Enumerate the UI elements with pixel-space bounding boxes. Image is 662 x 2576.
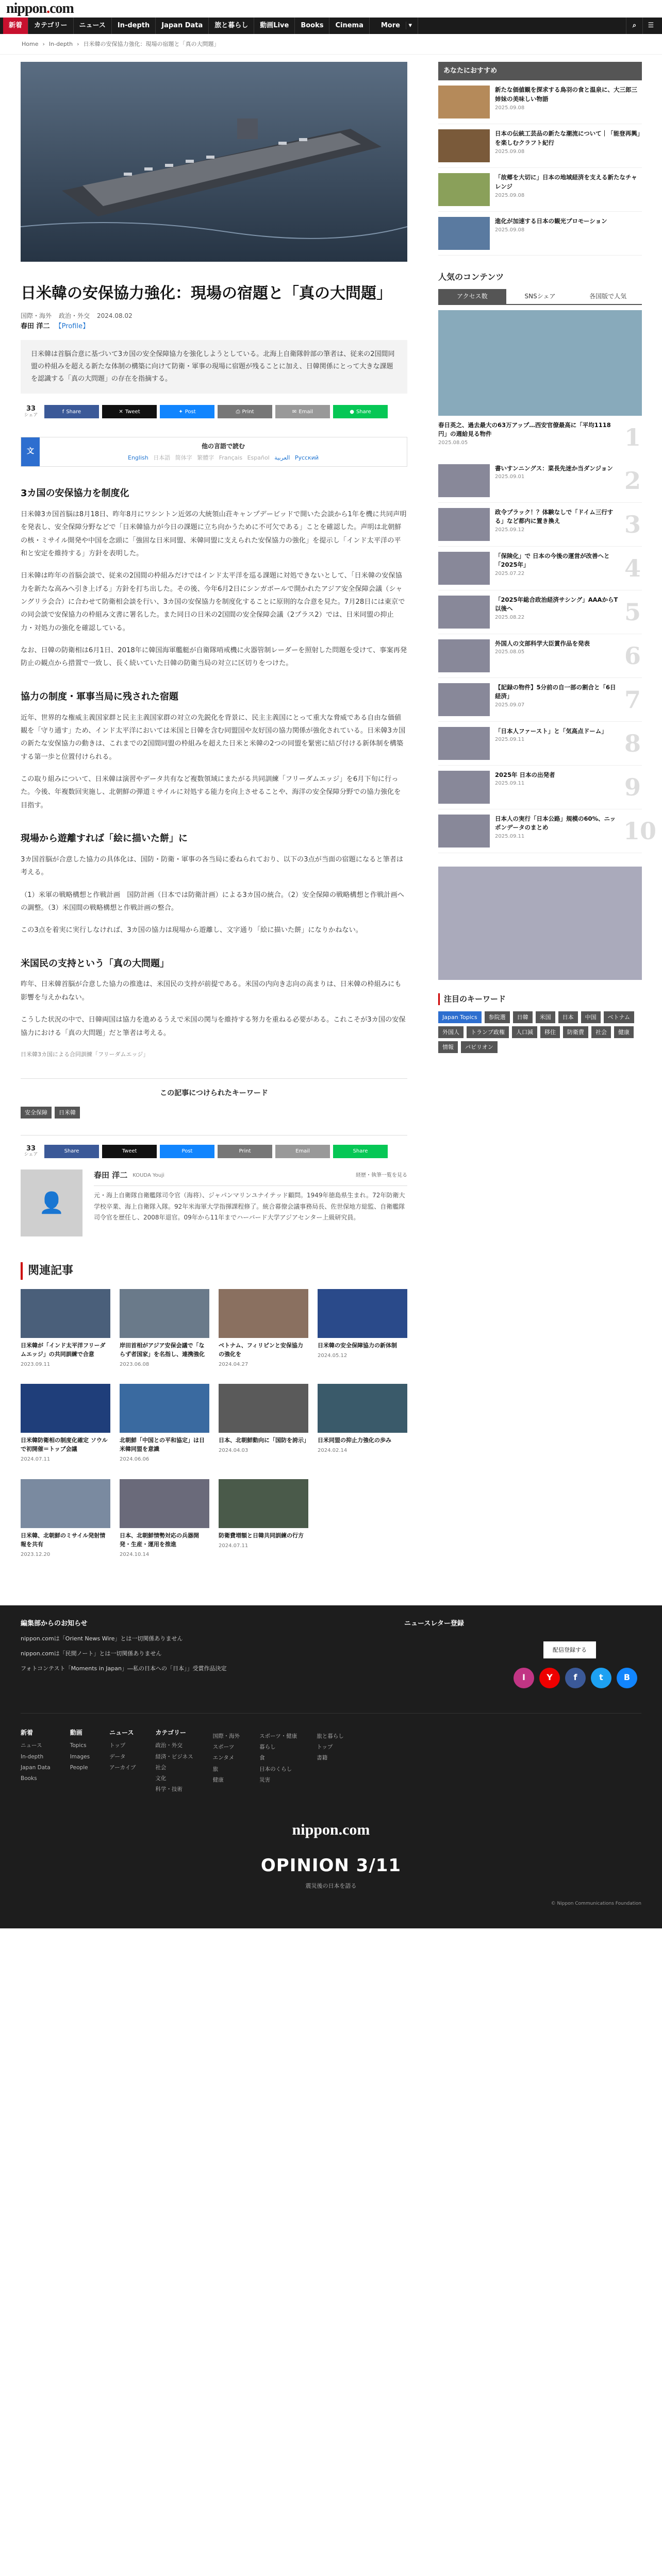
rank-number: 10 xyxy=(623,817,657,845)
nav-item-books[interactable]: Books xyxy=(295,18,329,34)
rank-number: 6 xyxy=(624,641,641,670)
related-card[interactable]: ベトナム、フィリピンと安保協力の強化を 2024.04.27 xyxy=(219,1289,308,1369)
footer-link[interactable]: 暮らし xyxy=(259,1744,276,1751)
rank-number: 7 xyxy=(624,685,641,714)
keyword-tag[interactable]: 安全保障 xyxy=(21,1107,52,1118)
author-more-link[interactable]: 経歴・執筆一覧を見る xyxy=(356,1172,407,1178)
translate-icon: 文 xyxy=(21,437,40,466)
search-icon[interactable]: ⌕ xyxy=(626,18,642,34)
related-card[interactable]: 日米韓防衛相の制度化確定 ソウルで初開催＝トップ会議 2024.07.11 xyxy=(21,1384,110,1464)
youtube-icon[interactable]: Y xyxy=(539,1668,560,1688)
main-nav xyxy=(0,18,662,34)
footer-link[interactable]: 災害 xyxy=(259,1776,271,1783)
breadcrumb-current: 日米韓の安保協力強化：現場の宿題と「真の大問題」 xyxy=(83,40,220,47)
popular-thumbnail xyxy=(438,464,490,497)
related-card[interactable]: 防衛費増額と日韓共同訓練の行方 2024.07.11 xyxy=(219,1479,308,1559)
tab-access[interactable]: アクセス数 xyxy=(438,289,506,304)
footer-link[interactable]: People xyxy=(70,1764,88,1771)
section-heading: 協力の制度・軍事当局に残された宿題 xyxy=(21,691,178,702)
paragraph: この3点を着実に実行しなければ、3カ国の協力は現場から遊離し、文字通り「絵に描いた餅」になりかねない。 xyxy=(21,926,362,935)
related-card[interactable]: 岸田首相がアジア安保会議で「ならず者国家」を名指し、連携強化 2023.06.08 xyxy=(120,1289,209,1369)
related-card[interactable]: 日米韓、北朝鮮のミサイル発射情報を共有 2023.12.20 xyxy=(21,1479,110,1559)
breadcrumb-section[interactable]: In-depth xyxy=(48,40,73,47)
paragraph: 日米韓は昨年の首脳会談で、従来の2国間の枠組みだけではインド太平洋を巡る課題に対処できないとして、「日米韓の安保協力を新たな高みへ引き上げる」方針を打ち出した。その後、今年6月2日にシンガポールで開かれたアジア安全保障会議（シャングリラ会合）に合わせて防衛相会談を行い、3カ国の安保協力を制度化することに原則的な合意を見た。7月28日には東京での同会談で安保協力の枠組み文書に署名した。また同日の日米の2国間の安全保障会議（2プラス2）では、日米同盟の抑止力・対処力の強化を確認している。 xyxy=(21,572,405,632)
keyword-chip[interactable]: パビリオン xyxy=(461,1041,498,1053)
related-thumbnail xyxy=(120,1384,209,1433)
author-name[interactable]: 春田 洋二 xyxy=(21,323,50,331)
rank-number: 5 xyxy=(624,598,641,626)
article-meta xyxy=(21,311,407,321)
rank-number: 3 xyxy=(624,510,641,538)
other-languages xyxy=(21,437,407,467)
footer-link[interactable]: アーカイブ xyxy=(109,1764,136,1771)
rank-number: 8 xyxy=(624,729,641,757)
lang-spanish: Español xyxy=(247,454,270,461)
share-count: 33 シェア xyxy=(24,1144,38,1157)
recommend-thumbnail xyxy=(438,129,490,162)
menu-icon[interactable]: ☰ xyxy=(642,18,659,34)
mail-icon: ✉ xyxy=(292,409,297,415)
footer-link[interactable]: 旅 xyxy=(212,1766,219,1772)
keyword-chip[interactable]: 参院選 xyxy=(485,1011,510,1023)
footer-link[interactable]: ニュース xyxy=(21,1742,42,1749)
footer-link[interactable]: Topics xyxy=(70,1742,87,1749)
footer-link[interactable]: 書籍 xyxy=(317,1755,328,1761)
publish-date: 2024.08.02 xyxy=(97,312,133,319)
article-main xyxy=(21,62,407,1559)
related-card[interactable]: 北朝鮮「中国との平和協定」は日米韓同盟を意識 2024.06.06 xyxy=(120,1384,209,1464)
keyword-tags xyxy=(21,1107,407,1118)
footer-link[interactable]: Images xyxy=(70,1753,90,1760)
header xyxy=(0,0,662,18)
rank-number: 4 xyxy=(624,554,641,582)
print-button[interactable]: ⎙ Print xyxy=(218,405,272,418)
keyword-chip[interactable]: Japan Topics xyxy=(438,1011,482,1023)
keyword-chip[interactable]: 健康 xyxy=(614,1026,634,1038)
nav-item-video[interactable]: 動画Live xyxy=(254,18,295,34)
paragraph: 昨年、日米韓首脳が合意した協力の推進は、米国民の支持が前提である。米国の内向き志向の高まりは、日米韓の枠組みにも影響を与えかねない。 xyxy=(21,980,402,1002)
author-avatar: 👤 xyxy=(21,1170,82,1236)
keyword-chip[interactable]: 日韓 xyxy=(513,1011,533,1023)
x-tweet-button[interactable]: Tweet xyxy=(102,1145,157,1158)
popular-title: 人気のコンテンツ xyxy=(438,272,504,282)
related-thumbnail xyxy=(120,1289,209,1338)
footer-link[interactable]: 科学・技術 xyxy=(155,1786,183,1793)
email-button[interactable]: ✉ Email xyxy=(275,405,330,418)
keyword-chip[interactable]: 移住 xyxy=(540,1026,560,1038)
nav-item-travel[interactable]: 旅と暮らし xyxy=(209,18,254,34)
recommend-item[interactable]: 日本の伝統工芸品の新たな潮流について｜「能登再興」を楽しむクラフト紀行 2025.09.08 xyxy=(438,124,642,168)
footer-link[interactable]: スポーツ・健康 xyxy=(259,1733,297,1739)
newsletter-title: ニュースレター登録 xyxy=(404,1619,464,1628)
x-icon: ✕ xyxy=(119,409,123,415)
nav-item-news[interactable]: ニュース xyxy=(74,18,112,34)
recommend-title: あなたにおすすめ xyxy=(438,62,642,80)
paragraph: 近年、世界的な権威主義国家群と民主主義国家群の対立の先鋭化を背景に、民主主義国にとって重大な脅威である自由な価値観を「守り通す」ため、インド太平洋においては米国と日韓を含む同盟国や友好国の協力関係が強化されている。日米韓3カ国の新たな安保協力の動きは、これまでの2国間同盟の枠組みを超えた日米と米韓の2つの同盟を緊密に結び付ける新体制を構築する第一歩と位置付けられる。 xyxy=(21,714,406,761)
popular-thumbnail xyxy=(438,683,490,716)
lang-french: Français xyxy=(219,454,243,461)
chevron-right-icon: › xyxy=(42,40,45,47)
popular-item[interactable]: 外国人の文部科学大臣賞作品を発表 2025.08.05 6 xyxy=(438,634,642,678)
author-box xyxy=(21,1135,407,1236)
related-grid xyxy=(21,1289,407,1559)
nav-spacer xyxy=(418,18,626,34)
footer-link[interactable]: 食 xyxy=(259,1755,265,1761)
paragraph: こうした状況の中で、日韓両国は協力を進めるうえで米国の関与を維持する努力を重ねる必要がある。これこそが3カ国の安保協力における「真の大問題」だと筆者は考える。 xyxy=(21,1016,406,1037)
keyword-title: 注目のキーワード xyxy=(438,993,642,1005)
newsletter-signup-button[interactable]: 配信登録する xyxy=(543,1641,596,1658)
related-thumbnail xyxy=(219,1289,308,1338)
popular-item[interactable]: 「保険化」で 日本の今後の運営が改善へと「2025年」 2025.07.22 4 xyxy=(438,547,642,590)
popular-item[interactable]: 日本人の実行「日本公路」規模の60%、ニッポンデータのまとめ 2025.09.11 10 xyxy=(438,809,642,853)
related-title: 関連記事 xyxy=(21,1262,407,1280)
related-card[interactable]: 日米韓の安全保障協力の新体制 2024.05.12 xyxy=(318,1289,407,1369)
lang-japanese: 日本語 xyxy=(153,454,171,461)
rank-number: 1 xyxy=(624,423,641,451)
page-title: 日米韓の安保協力強化：現場の宿題と「真の大問題」 xyxy=(21,284,392,302)
author-box-kana: KOUDA Youji xyxy=(133,1172,164,1178)
recommend-item[interactable]: 新たな価値観を探求する鳥羽の食と温泉に、大三郎三姉妹の美味しい物語 2025.09.08 xyxy=(438,80,642,124)
related-thumbnail xyxy=(318,1384,407,1433)
related-thumbnail xyxy=(219,1384,308,1433)
footer-link[interactable]: トップ xyxy=(109,1742,126,1749)
footer-sitemap: 新着 ニュース In-depth Japan Data Books 動画 Topics Images People ニュース トップ データ アーカイブ カテゴリー 政治・外交 経済・ビジネス 社会 文化 科学・技術 国際・海外 スポーツ エンタメ 旅 健康 スポーツ・健康 暮らし 食 日本のくらし 災害 旅と暮らし トップ 書籍 xyxy=(21,1713,641,1797)
keyword-chip[interactable]: 中国 xyxy=(581,1011,601,1023)
nav-item-japan-data[interactable]: Japan Data xyxy=(156,18,209,34)
popular-item[interactable]: 書いすンニングス：菜長先迷か当ダンジョン 2025.09.01 2 xyxy=(438,459,642,503)
photo-caption: 日米韓3カ国による合同訓練「フリーダムエッジ」 xyxy=(21,1050,149,1058)
section-heading: 現場から遊離すれば「絵に描いた餅」に xyxy=(21,833,188,844)
section-heading: 米国民の支持という「真の大問題」 xyxy=(21,958,169,969)
social-links xyxy=(514,1668,641,1688)
popular-thumbnail xyxy=(438,552,490,585)
share-bar-bottom xyxy=(21,1145,407,1158)
popular-item[interactable]: 「日本人ファースト」と「気高点ドーム」 2025.09.11 8 xyxy=(438,722,642,766)
footer xyxy=(0,1605,662,1928)
keyword-chip[interactable]: 社会 xyxy=(591,1026,611,1038)
footer-link[interactable]: Books xyxy=(21,1775,37,1782)
facebook-share-button[interactable]: Share xyxy=(44,1145,99,1158)
footer-link[interactable]: 健康 xyxy=(212,1776,224,1783)
bluesky-post-button[interactable]: Post xyxy=(160,1145,214,1158)
line-icon: ● xyxy=(350,409,354,415)
footer-link[interactable]: 日本のくらし xyxy=(259,1766,292,1772)
sidebar-banner[interactable] xyxy=(438,867,642,980)
x-tweet-button[interactable]: ✕ Tweet xyxy=(102,405,157,418)
popular-thumbnail xyxy=(438,727,490,760)
popular-tabs xyxy=(438,289,642,305)
related-thumbnail xyxy=(21,1384,110,1433)
lang-english[interactable]: English xyxy=(128,454,148,461)
category-link[interactable]: 国際・海外 xyxy=(21,312,52,319)
copyright: © Nippon Communications Foundation xyxy=(551,1901,641,1906)
keyword-chip[interactable]: 日本 xyxy=(558,1011,578,1023)
footer-link[interactable]: Japan Data xyxy=(21,1764,51,1771)
topic-link[interactable]: 政治・外交 xyxy=(59,312,90,319)
section-heading: 3カ国の安保協力を制度化 xyxy=(21,488,129,499)
recommend-thumbnail xyxy=(438,173,490,206)
nav-item-in-depth[interactable]: In-depth xyxy=(112,18,156,34)
keywords-title: この記事につけられたキーワード xyxy=(21,1078,407,1099)
author-profile-link[interactable]: 【Profile】 xyxy=(55,323,90,331)
keyword-chip[interactable]: 防衛費 xyxy=(563,1026,588,1038)
related-card[interactable]: 日本、北朝鮮動向に「国防を誇示」 2024.04.03 xyxy=(219,1384,308,1464)
popular-item[interactable]: 春日英之、過去最大の63万アップ…西安官僚最高に「平均1118円」の週給見る物件 2025.08.05 1 xyxy=(438,416,642,459)
tab-international[interactable]: 各国版で人気 xyxy=(589,292,627,300)
popular-top-image xyxy=(438,310,642,416)
byline xyxy=(21,321,407,332)
bluesky-icon: ✦ xyxy=(178,409,183,415)
keyword-chip[interactable]: ベトナム xyxy=(604,1011,634,1023)
related-thumbnail xyxy=(120,1479,209,1528)
facebook-icon: f xyxy=(62,409,64,415)
recommend-item[interactable]: 進化が加速する日本の観光プロモーション 2025.09.08 xyxy=(438,212,642,256)
popular-thumbnail xyxy=(438,771,490,804)
share-count: 33 シェア xyxy=(24,405,38,418)
hero-photo-aircraft-carrier xyxy=(21,62,407,262)
nav-item-new[interactable]: 新着 xyxy=(3,18,28,34)
footer-link[interactable]: In-depth xyxy=(21,1753,44,1760)
author-bio: 元・海上自衛隊自衛艦隊司令官（海将）、ジャパンマリンユナイテッド顧問。1949年徳島県生まれ。72年防衛大学校卒業、海上自衛隊入隊。92年米海軍大学指揮課程修了。統合幕僚会議事務局長、佐世保地方総監、自衛艦隊司令官を歴任し、2008年退官。09年から11年までハーバード大学アジアセンター上級研究員。 xyxy=(94,1191,405,1222)
article-lead: 日米韓は首脳合意に基づいて3カ国の安全保障協力を強化しようとしている。北海上自衛隊幹部の筆者は、従来の2国間同盟の枠組みを超える新たな体制の構築に向けて防衛・軍事の現場に宿題が残ることに加え、日韓関係にとって大きな課題を認識する「真の大問題」の存在を指摘する。 xyxy=(21,340,407,394)
popular-item[interactable]: 政令プラック！？体験なしで「ドイム三行する」など都内に置き換え 2025.09.12 3 xyxy=(438,503,642,547)
chevron-right-icon: › xyxy=(77,40,79,47)
lang-arabic[interactable]: العربية xyxy=(274,454,290,461)
email-button[interactable]: Email xyxy=(275,1145,330,1158)
related-card[interactable]: 日米同盟の抑止力強化の歩み 2024.02.14 xyxy=(318,1384,407,1464)
footer-link[interactable]: 政治・外交 xyxy=(155,1742,183,1749)
footer-link[interactable]: 社会 xyxy=(155,1764,167,1771)
tab-sns[interactable]: SNSシェア xyxy=(524,292,556,300)
related-thumbnail xyxy=(21,1479,110,1528)
footer-logo[interactable]: nippon.com xyxy=(292,1821,370,1838)
paragraph: なお、日韓の防衛相は6月1日、2018年に韓国海軍艦艇が自衛隊哨戒機に火器管制レーダーを照射した問題を受けて、事案再発防止の観点から措置で一致し、長く続いていた日韓の防衛当局の対立に区切りをつけた。 xyxy=(21,647,407,668)
popular-thumbnail xyxy=(438,639,490,672)
keyword-chip[interactable]: トランプ政権 xyxy=(467,1026,509,1038)
popular-item[interactable]: 2025年 日本の出発者 2025.09.11 9 xyxy=(438,766,642,809)
related-card[interactable]: 日米韓が「インド太平洋フリーダムエッジ」の共同訓練で合意 2023.09.11 xyxy=(21,1289,110,1369)
nav-item-category[interactable]: カテゴリー xyxy=(28,18,73,34)
trending-keywords xyxy=(438,1011,642,1053)
rank-number: 2 xyxy=(624,466,641,495)
keyword-chip[interactable]: 人口減 xyxy=(512,1026,537,1038)
instagram-icon[interactable]: I xyxy=(514,1668,534,1688)
footer-news-item[interactable]: nippon.comは「Orient News Wire」とは一切関係ありません xyxy=(21,1635,183,1642)
footer-link[interactable]: データ xyxy=(109,1753,126,1760)
twitter-icon[interactable]: t xyxy=(591,1668,611,1688)
recommend-item[interactable]: 「故郷を大切に」日本の地域経済を支える新たなチャレンジ 2025.09.08 xyxy=(438,168,642,212)
footer-link[interactable]: エンタメ xyxy=(212,1755,235,1761)
sidebar xyxy=(438,62,657,1053)
facebook-icon[interactable]: f xyxy=(565,1668,586,1688)
related-thumbnail xyxy=(219,1479,308,1528)
paragraph: 日米韓3カ国首脳は8月18日、昨年8月にワシントン近郊の大統領山荘キャンプデービッドで開いた会談から1年を機に共同声明を発表し、安全保障分野などで「日米韓協力が今日の課題に立ち向かうために不可欠である」ことを確認した。声明は北朝鮮の核・ミサイル開発や中国を念頭に「強固な日米同盟、米韓同盟に支えられた安保協力の強化」を提示し「インド太平洋の平和と安定を維持する」方針を表明した。 xyxy=(21,510,407,557)
related-card[interactable]: 日本、北朝鮮情勢対応の兵器開発・生産・運用を推進 2024.10.14 xyxy=(120,1479,209,1559)
popular-thumbnail xyxy=(438,508,490,541)
paragraph: （1）米軍の戦略構想と作戦計画 国防計画（日本では防衛計画）による3カ国の統合。（2）安全保障の戦略構想と作戦計画への調整。（3）米国間の戦略構想と作戦計画の整合。 xyxy=(21,891,404,912)
nav-item-cinema[interactable]: Cinema xyxy=(329,18,369,34)
related-thumbnail xyxy=(21,1289,110,1338)
lang-traditional-chinese: 繁體字 xyxy=(197,454,214,461)
printer-icon: ⎙ xyxy=(236,409,240,415)
breadcrumb-home[interactable]: Home xyxy=(22,40,39,47)
rank-number: 9 xyxy=(624,773,641,801)
recommend-thumbnail xyxy=(438,217,490,250)
footer-link[interactable]: 文化 xyxy=(155,1775,167,1782)
footer-link[interactable]: 旅と暮らし xyxy=(317,1733,344,1739)
related-thumbnail xyxy=(318,1289,407,1338)
footer-news-title: 編集部からのお知らせ xyxy=(21,1619,88,1628)
other-languages-title: 他の言語で読む xyxy=(201,443,245,450)
lang-russian[interactable]: Русский xyxy=(294,454,319,461)
footer-news-item[interactable]: nippon.comは「民間ノート」とは一切関係ありません xyxy=(21,1650,162,1657)
popular-thumbnail xyxy=(438,596,490,629)
author-box-name: 春田 洋二 xyxy=(94,1170,128,1180)
lang-simplified-chinese: 简体字 xyxy=(175,454,192,461)
facebook-share-button[interactable]: f Share xyxy=(44,405,99,418)
popular-item[interactable]: 「2025年総合政治経済サシング」AAAからT 以後へ 2025.08.22 5 xyxy=(438,590,642,634)
line-share-button[interactable]: ● Share xyxy=(333,405,388,418)
keyword-chip[interactable]: 米国 xyxy=(536,1011,555,1023)
breadcrumb xyxy=(0,34,662,55)
popular-thumbnail xyxy=(438,815,490,848)
recommend-thumbnail xyxy=(438,86,490,118)
keyword-tag[interactable]: 日米韓 xyxy=(55,1107,80,1118)
paragraph: この取り組みについて、日米韓は演習やデータ共有など複数領域にまたがる共同訓練「フリーダムエッジ」を6月下旬に行った。今後、年複数回実施し、北朝鮮の弾道ミサイルに対処する能力を向上させることや、海洋の安全保障分野での協力強化を目指す。 xyxy=(21,775,401,809)
print-button[interactable]: Print xyxy=(218,1145,272,1158)
bluesky-post-button[interactable]: ✦ Post xyxy=(160,405,214,418)
footer-link[interactable]: 経済・ビジネス xyxy=(155,1753,193,1760)
nav-item-more[interactable]: More ▾ xyxy=(370,18,418,34)
footer-link[interactable]: 国際・海外 xyxy=(212,1733,240,1739)
site-logo[interactable]: nippon.com xyxy=(6,1,74,17)
footer-news-item[interactable]: フォトコンテスト「Moments in Japan」―私の日本への「日本」」受賞作品決定 xyxy=(21,1665,227,1672)
bluesky-icon[interactable]: B xyxy=(617,1668,637,1688)
paragraph: 3カ国首脳が合意した協力の具体化は、国防・防衛・軍事の各当局に委ねられており、以下の3点が当面の宿題になると筆者は考える。 xyxy=(21,855,404,877)
share-bar xyxy=(21,405,407,418)
line-share-button[interactable]: Share xyxy=(333,1145,388,1158)
popular-item[interactable]: 【記録の物件】5分前の自一部の割合と「6日経済」 2025.09.07 7 xyxy=(438,678,642,722)
footer-link[interactable]: トップ xyxy=(317,1744,333,1751)
keyword-chip[interactable]: 情報 xyxy=(438,1041,458,1053)
footer-link[interactable]: スポーツ xyxy=(212,1744,235,1751)
opinion-banner[interactable]: OPINION 3/11 震災後の日本を語る xyxy=(260,1855,402,1889)
keyword-chip[interactable]: 外国人 xyxy=(438,1026,464,1038)
